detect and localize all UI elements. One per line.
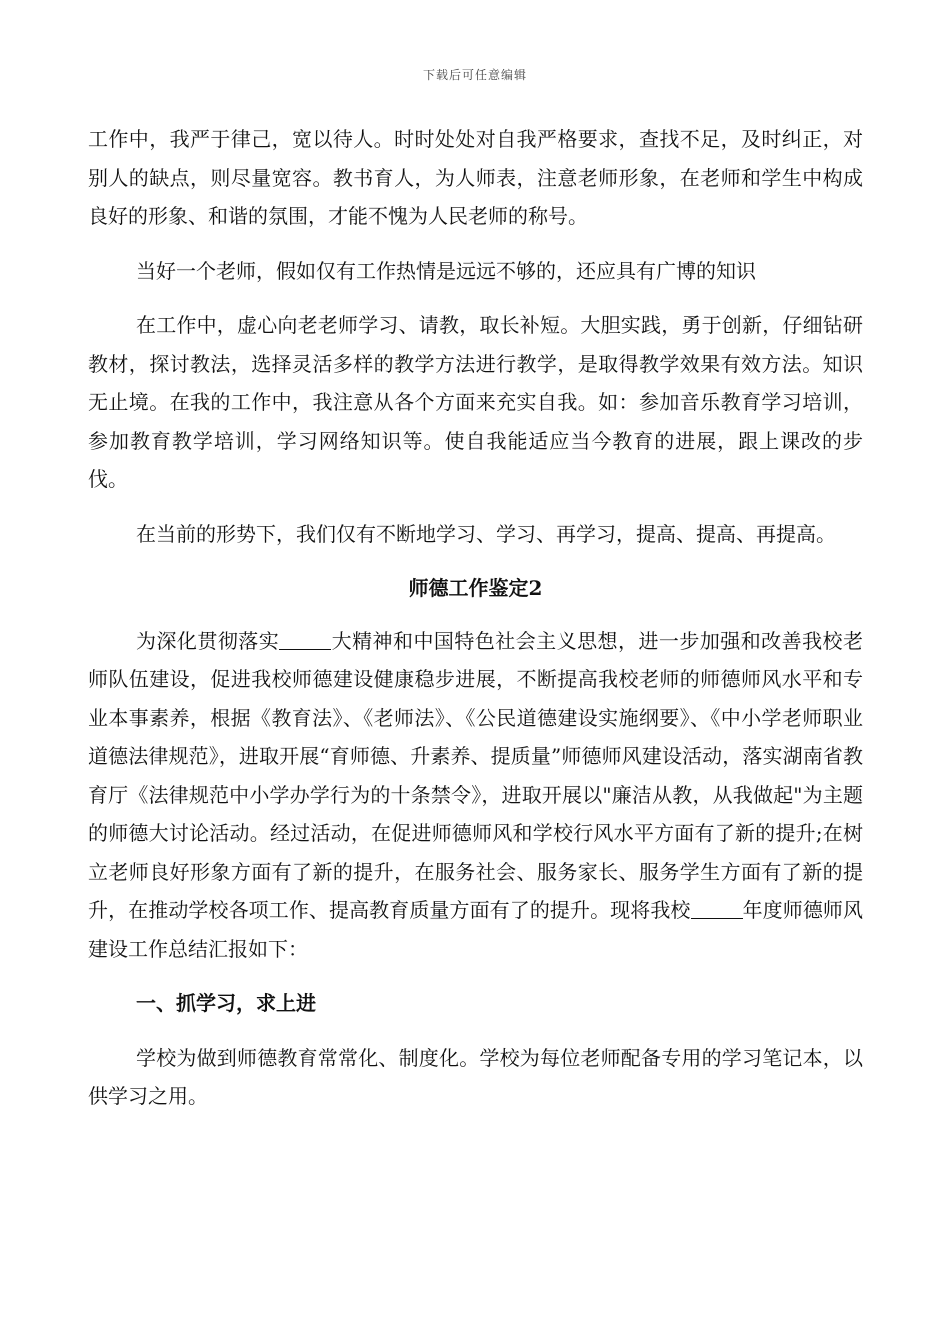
paragraph-5 <box>88 622 863 969</box>
paragraph-3: 在工作中，虚心向老老师学习、请教，取长补短。大胆实践，勇于创新，仔细钻研教材，探讨教法，选择灵活多样的教学方法进行教学，是取得教学效果有效方法。知识无止境。在我的工作中，我注意从各个方面来充实自我。如：参加音乐教育学习培训，参加教育教学培训，学习网络知识等。使自我能适应当今教育的进展，跟上课改的步伐。 <box>88 313 863 491</box>
page-header: 下载后可任意编辑 <box>422 68 527 82</box>
blank-line <box>279 631 331 650</box>
paragraph-1: 工作中，我严于律己，宽以待人。时时处处对自我严格要求，查找不足，及时纠正，对别人的缺点，则尽量宽容。教书育人，为人师表，注意老师形象，在老师和学生中构成良好的形象、和谐的氛围，才能不愧为人民老师的称号。 <box>88 127 863 228</box>
section-title: 师德工作鉴定2 <box>408 576 543 600</box>
subheading-1: 一、抓学习，求上进 <box>136 991 316 1015</box>
paragraph-5-part-b: 大精神和中国特色社会主义思想，进一步加强和改善我校老师队伍建设，促进我校师德建设健康稳步进展，不断提高我校老师的师德师风水平和专业本事素养，根据《教育法》、《老师法》、《公民道德建设实施纲要》、《中小学老师职业道德法律规范》，进取开展“育师德、升素养、提质量”师德师风建设活动，落实湖南省教育厅《法律规范中小学办学行为的十条禁令》，进取开展以"廉洁从教，从我做起"为主题的师德大讨论活动。经过活动，在促进师德师风和学校行风水平方面有了新的提升;在树立老师良好形象方面有了新的提升，在服务社会、服务家长、服务学生方面有了新的提升，在推动学校各项工作、提高教育质量方面有了的提升。现将我校 <box>88 628 864 922</box>
paragraph-6: 学校为做到师德教育常常化、制度化。学校为每位老师配备专用的学习笔记本，以供学习之用。 <box>88 1045 863 1108</box>
paragraph-5-part-a: 为深化贯彻落实 <box>136 628 280 653</box>
blank-line <box>691 900 743 919</box>
paragraph-2: 当好一个老师，假如仅有工作热情是远远不够的，还应具有广博的知识 <box>136 258 756 283</box>
document-body <box>88 120 863 1132</box>
paragraph-5-part-c: 年度师德师风建设工作总结汇报如下： <box>88 898 864 961</box>
paragraph-4: 在当前的形势下，我们仅有不断地学习、学习、再学习，提高、提高、再提高。 <box>136 521 836 546</box>
